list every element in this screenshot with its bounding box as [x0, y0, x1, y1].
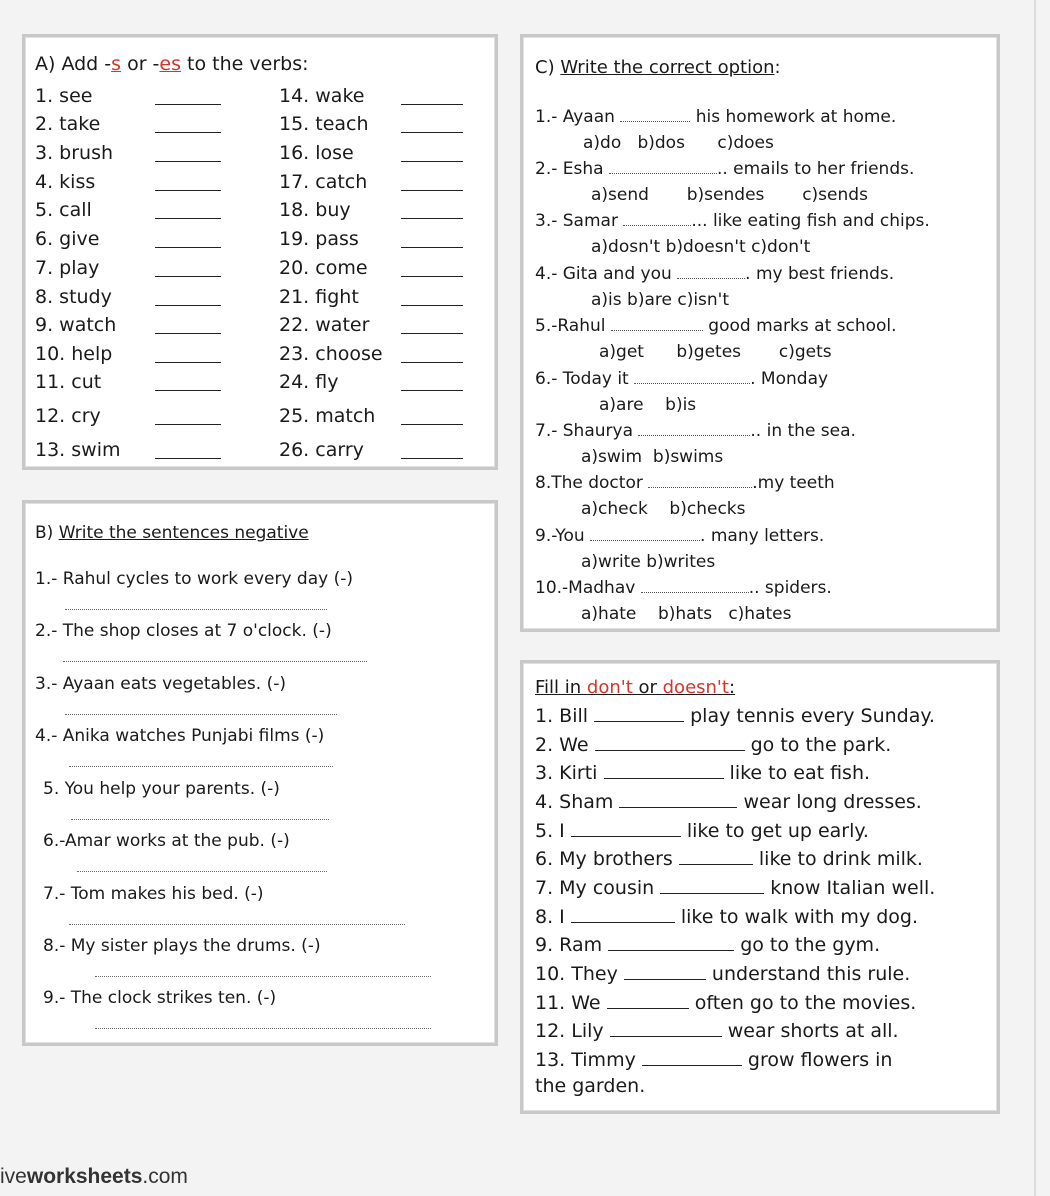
question-text-before: 10.-Madhav — [535, 578, 641, 598]
verb-left-label: 6. give — [35, 228, 100, 250]
fill-in-item — [535, 906, 918, 928]
fill-text-after: like to eat fish. — [723, 762, 871, 784]
negative-sentence-prompt: 8.- My sister plays the drums. (-) — [43, 936, 321, 956]
verb-left-label: 2. take — [35, 113, 101, 135]
verb-right-label: 24. fly — [279, 371, 339, 393]
fill-in-item — [535, 820, 869, 842]
section-a-title-or: or - — [121, 53, 160, 75]
answer-dotted-blank[interactable] — [638, 423, 750, 436]
verb-left-answer-blank[interactable] — [155, 305, 221, 306]
section-a-panel — [22, 34, 498, 470]
fill-in-item — [535, 705, 935, 727]
question-text-after: good marks at school. — [702, 316, 897, 336]
negative-sentence-prompt: 9.- The clock strikes ten. (-) — [43, 988, 277, 1008]
option-question — [535, 264, 894, 284]
answer-options: a)are b)is — [599, 395, 697, 415]
fill-answer-blank[interactable] — [607, 992, 689, 1009]
answer-dotted-blank[interactable] — [609, 161, 717, 174]
question-text-after: .. spiders. — [748, 578, 832, 598]
question-text-after: . Monday — [750, 369, 829, 389]
fill-answer-blank[interactable] — [642, 1049, 742, 1066]
verb-right-label: 14. wake — [279, 85, 365, 107]
question-text-after: .. emails to her friends. — [716, 159, 915, 179]
answer-options: a)do b)dos c)does — [583, 133, 774, 153]
section-b-title-prefix: B) — [35, 523, 59, 543]
verb-left-answer-blank[interactable] — [155, 247, 221, 248]
verb-right-answer-blank[interactable] — [401, 305, 463, 306]
fill-in-item — [535, 734, 891, 756]
verb-right-answer-blank[interactable] — [401, 424, 463, 425]
negative-answer-line[interactable] — [65, 609, 327, 610]
verb-right-answer-blank[interactable] — [401, 247, 463, 248]
question-text-before: 6.- Today it — [535, 369, 635, 389]
section-c-panel — [520, 34, 1000, 632]
fill-last-line: the garden. — [535, 1075, 646, 1097]
negative-sentence-prompt: 4.- Anika watches Punjabi films (-) — [35, 726, 325, 746]
verb-left-answer-blank[interactable] — [155, 190, 221, 191]
answer-dotted-blank[interactable] — [641, 580, 749, 593]
question-text-after: . my best friends. — [745, 264, 895, 284]
section-b-panel — [22, 500, 498, 1046]
fill-text-before: 4. Sham — [535, 791, 620, 813]
question-text-before: 9.-You — [535, 526, 591, 546]
question-text-before: 3.- Samar — [535, 211, 624, 231]
fill-text-after: go to the gym. — [734, 934, 881, 956]
fill-text-before: 7. My cousin — [535, 877, 661, 899]
verb-right-answer-blank[interactable] — [401, 333, 463, 334]
fill-in-item — [535, 963, 910, 985]
fill-text-before: 9. Ram — [535, 934, 609, 956]
section-c-title-colon: : — [774, 57, 781, 78]
verb-left-answer-blank[interactable] — [155, 362, 221, 363]
answer-options: a)check b)checks — [581, 499, 746, 519]
section-a-title-suffix: to the verbs: — [181, 53, 309, 75]
question-text-after: his homework at home. — [690, 107, 897, 127]
option-question — [535, 316, 897, 336]
verb-left-label: 9. watch — [35, 314, 117, 336]
verb-right-answer-blank[interactable] — [401, 190, 463, 191]
verb-left-answer-blank[interactable] — [155, 104, 221, 105]
fill-text-after: play tennis every Sunday. — [684, 705, 935, 727]
negative-sentence-prompt: 3.- Ayaan eats vegetables. (-) — [35, 674, 286, 694]
fill-text-before: 12. Lily — [535, 1020, 610, 1042]
fill-answer-blank[interactable] — [604, 762, 724, 779]
fill-text-after: often go to the movies. — [688, 992, 917, 1014]
fill-text-after: like to get up early. — [680, 820, 869, 842]
answer-dotted-blank[interactable] — [623, 213, 691, 226]
fill-answer-blank[interactable] — [679, 848, 753, 865]
section-b-title-text: Write the sentences negative — [58, 523, 309, 543]
answer-dotted-blank[interactable] — [620, 109, 690, 122]
verb-right-label: 18. buy — [279, 199, 351, 221]
section-a-title-s: s — [111, 53, 122, 75]
section-d-panel — [520, 660, 1000, 1114]
answer-options: a)dosn't b)doesn't c)don't — [591, 237, 811, 257]
verb-left-label: 11. cut — [35, 371, 102, 393]
answer-dotted-blank[interactable] — [677, 266, 745, 279]
question-text-before: 5.-Rahul — [535, 316, 611, 336]
negative-sentence-prompt: 7.- Tom makes his bed. (-) — [43, 884, 264, 904]
section-d-title — [535, 677, 735, 698]
fill-in-item — [535, 934, 880, 956]
fill-answer-blank[interactable] — [624, 963, 706, 980]
question-text-after: .my teeth — [752, 473, 835, 493]
verb-left-answer-blank[interactable] — [155, 218, 221, 219]
verb-right-answer-blank[interactable] — [401, 161, 463, 162]
verb-right-label: 20. come — [279, 257, 368, 279]
verb-left-answer-blank[interactable] — [155, 333, 221, 334]
fill-text-before: 13. Timmy — [535, 1049, 642, 1071]
answer-options: a)get b)getes c)gets — [599, 342, 832, 362]
negative-sentence-prompt: 5. You help your parents. (-) — [43, 779, 280, 799]
verb-right-label: 22. water — [279, 314, 370, 336]
section-b-title — [35, 523, 309, 543]
option-question — [535, 578, 832, 598]
fill-in-item — [535, 1049, 892, 1071]
negative-answer-line[interactable] — [65, 714, 337, 715]
negative-answer-line[interactable] — [71, 819, 329, 820]
verb-left-label: 1. see — [35, 85, 93, 107]
fill-text-after: understand this rule. — [705, 963, 911, 985]
option-question — [535, 369, 828, 389]
fill-in-item — [535, 848, 923, 870]
verb-left-label: 8. study — [35, 286, 112, 308]
negative-sentence-prompt: 2.- The shop closes at 7 o'clock. (-) — [35, 621, 332, 641]
section-c-title-prefix: C) — [535, 57, 561, 78]
fill-answer-blank[interactable] — [595, 734, 745, 751]
verb-left-answer-blank[interactable] — [155, 390, 221, 391]
section-d-title-prefix: Fill in — [535, 677, 587, 698]
section-a-title-es: es — [159, 53, 182, 75]
answer-options: a)hate b)hats c)hates — [581, 604, 792, 624]
fill-in-item — [535, 791, 922, 813]
question-text-after: ... like eating fish and chips. — [691, 211, 930, 231]
question-text-before: 1.- Ayaan — [535, 107, 621, 127]
verb-left-label: 7. play — [35, 257, 100, 279]
verb-right-label: 23. choose — [279, 343, 383, 365]
option-question — [535, 526, 824, 546]
fill-answer-blank[interactable] — [660, 877, 764, 894]
verb-right-label: 26. carry — [279, 439, 364, 461]
question-text-after: .. in the sea. — [750, 421, 856, 441]
verb-right-answer-blank[interactable] — [401, 390, 463, 391]
answer-options: a)write b)writes — [581, 552, 716, 572]
fill-text-before: 1. Bill — [535, 705, 595, 727]
negative-answer-line[interactable] — [95, 1028, 431, 1029]
question-text-before: 2.- Esha — [535, 159, 609, 179]
section-c-title — [535, 57, 781, 78]
fill-text-after: wear shorts at all. — [721, 1020, 899, 1042]
verb-right-answer-blank[interactable] — [401, 132, 463, 133]
verb-left-answer-blank[interactable] — [155, 458, 221, 459]
fill-answer-blank[interactable] — [610, 1020, 722, 1037]
option-question — [535, 159, 914, 179]
verb-right-label: 15. teach — [279, 113, 369, 135]
negative-answer-line[interactable] — [77, 871, 327, 872]
negative-answer-line[interactable] — [63, 661, 367, 662]
verb-left-label: 4. kiss — [35, 171, 96, 193]
fill-in-item — [535, 992, 916, 1014]
negative-sentence-prompt: 6.-Amar works at the pub. (-) — [43, 831, 290, 851]
fill-text-after: go to the park. — [744, 734, 892, 756]
verb-left-label: 10. help — [35, 343, 113, 365]
page-edge-line — [1034, 0, 1036, 1196]
option-question — [535, 473, 835, 493]
negative-answer-line[interactable] — [95, 976, 431, 977]
answer-dotted-blank[interactable] — [648, 475, 752, 488]
answer-dotted-blank[interactable] — [634, 371, 750, 384]
fill-text-before: 6. My brothers — [535, 848, 679, 870]
verb-left-label: 12. cry — [35, 405, 101, 427]
answer-dotted-blank[interactable] — [590, 528, 700, 541]
section-d-title-dont: don't — [586, 677, 633, 698]
fill-answer-blank[interactable] — [571, 820, 681, 837]
answer-dotted-blank[interactable] — [611, 318, 703, 331]
verb-left-answer-blank[interactable] — [155, 424, 221, 425]
section-a-title — [35, 53, 309, 75]
answer-options: a)is b)are c)isn't — [591, 290, 730, 310]
footer-logo — [0, 1165, 188, 1189]
fill-text-before: 11. We — [535, 992, 607, 1014]
verb-right-label: 17. catch — [279, 171, 368, 193]
negative-sentence-prompt: 1.- Rahul cycles to work every day (-) — [35, 569, 354, 589]
fill-in-item — [535, 1020, 899, 1042]
fill-text-before: 3. Kirti — [535, 762, 604, 784]
fill-answer-blank[interactable] — [608, 934, 734, 951]
section-d-title-doesnt: doesn't — [662, 677, 729, 698]
section-a-title-prefix: A) Add - — [35, 53, 112, 75]
footer-suffix: .com — [142, 1165, 188, 1188]
fill-text-before: 8. I — [535, 906, 571, 928]
verb-left-label: 13. swim — [35, 439, 121, 461]
negative-answer-line[interactable] — [69, 766, 333, 767]
verb-right-answer-blank[interactable] — [401, 276, 463, 277]
verb-right-label: 16. lose — [279, 142, 354, 164]
fill-text-before: 2. We — [535, 734, 595, 756]
verb-right-label: 21. fight — [279, 286, 359, 308]
option-question — [535, 211, 930, 231]
question-text-before: 7.- Shaurya — [535, 421, 639, 441]
fill-text-before: 10. They — [535, 963, 624, 985]
verb-right-answer-blank[interactable] — [401, 362, 463, 363]
question-text-before: 4.- Gita and you — [535, 264, 678, 284]
fill-in-item — [535, 762, 870, 784]
question-text-before: 8.The doctor — [535, 473, 649, 493]
fill-answer-blank[interactable] — [619, 791, 737, 808]
verb-left-answer-blank[interactable] — [155, 161, 221, 162]
verb-right-answer-blank[interactable] — [401, 458, 463, 459]
verb-left-label: 3. brush — [35, 142, 114, 164]
fill-text-after: grow flowers in — [741, 1049, 893, 1071]
fill-text-after: like to drink milk. — [752, 848, 923, 870]
section-d-title-or: or — [632, 677, 663, 698]
section-c-title-text: Write the correct option — [560, 57, 775, 78]
fill-text-after: wear long dresses. — [737, 791, 922, 813]
option-question — [535, 421, 856, 441]
option-question — [535, 107, 896, 127]
verb-right-answer-blank[interactable] — [401, 218, 463, 219]
fill-text-after: like to walk with my dog. — [674, 906, 919, 928]
verb-left-answer-blank[interactable] — [155, 276, 221, 277]
verb-right-label: 19. pass — [279, 228, 359, 250]
section-d-title-colon: : — [728, 677, 736, 698]
answer-options: a)swim b)swims — [581, 447, 724, 467]
footer-prefix: ive — [0, 1165, 27, 1188]
fill-answer-blank[interactable] — [571, 906, 675, 923]
verb-right-label: 25. match — [279, 405, 376, 427]
fill-text-before: 5. I — [535, 820, 571, 842]
fill-in-item — [535, 877, 935, 899]
question-text-after: . many letters. — [700, 526, 825, 546]
verb-right-answer-blank[interactable] — [401, 104, 463, 105]
fill-text-after: know Italian well. — [764, 877, 936, 899]
negative-answer-line[interactable] — [69, 924, 405, 925]
verb-left-answer-blank[interactable] — [155, 132, 221, 133]
verb-left-label: 5. call — [35, 199, 92, 221]
footer-bold: worksheets — [26, 1165, 143, 1188]
answer-options: a)send b)sendes c)sends — [591, 185, 868, 205]
fill-answer-blank[interactable] — [594, 705, 684, 722]
